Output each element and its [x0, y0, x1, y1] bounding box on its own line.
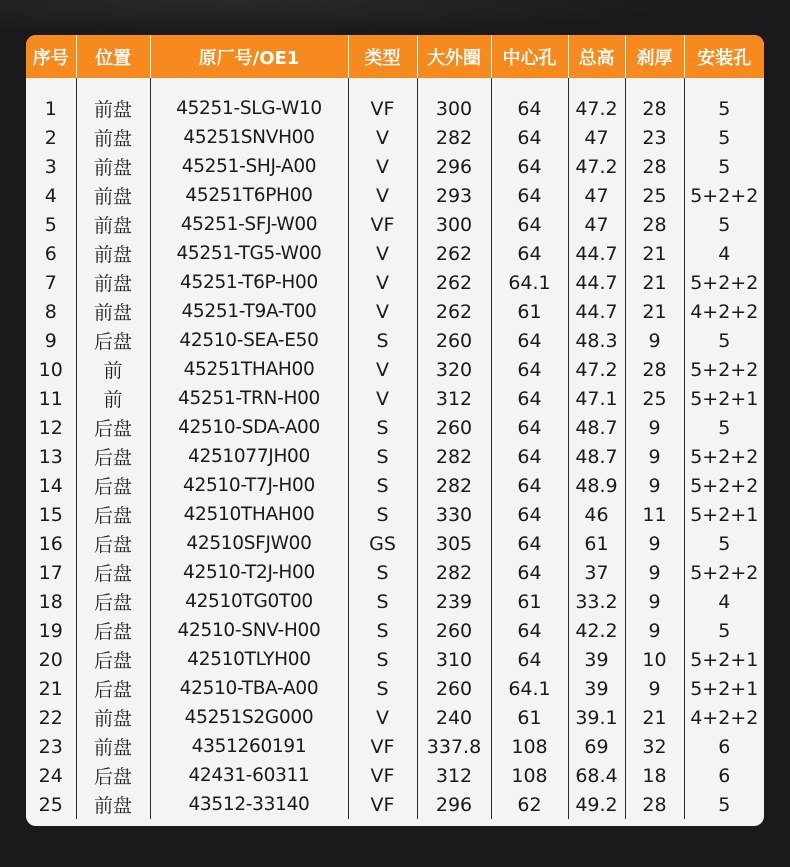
cell-center-hole: 64: [491, 94, 568, 123]
background-top-texture: [0, 0, 790, 40]
cell-position: 前盘: [76, 703, 150, 732]
table-row: [26, 471, 764, 500]
header-spacer-row: [26, 78, 764, 94]
header-thickness: 刹厚: [625, 35, 684, 78]
cell-index: 3: [26, 152, 76, 181]
cell-total-height: 39: [568, 645, 625, 674]
cell-center-hole: 61: [491, 703, 568, 732]
cell-total-height: 61: [568, 529, 625, 558]
cell-type: V: [348, 123, 417, 152]
cell-thickness: 28: [625, 94, 684, 123]
cell-thickness: 9: [625, 326, 684, 355]
table-row: [26, 645, 764, 674]
cell-oe-number: 45251-TRN-H00: [150, 384, 348, 413]
cell-total-height: 69: [568, 732, 625, 761]
cell-mounting-holes: 6: [718, 764, 731, 787]
cell-thickness: 28: [625, 790, 684, 819]
cell-thickness: 10: [625, 645, 684, 674]
table-header: [26, 35, 764, 78]
cell-mounting-holes: 4: [718, 590, 731, 613]
cell-thickness: 9: [625, 442, 684, 471]
cell-position: 后盘: [76, 616, 150, 645]
cell-thickness: 21: [625, 703, 684, 732]
cell-position: 前盘: [76, 94, 150, 123]
cell-oe-number: 45251-TG5-W00: [150, 239, 348, 268]
cell-index: 7: [26, 268, 76, 297]
table-row: [26, 413, 764, 442]
cell-total-height: 44.7: [568, 297, 625, 326]
cell-center-hole: 61: [491, 587, 568, 616]
cell-position: 前盘: [76, 297, 150, 326]
cell-index: 11: [26, 384, 76, 413]
cell-oe-number: 42510TLYH00: [150, 645, 348, 674]
cell-type: V: [348, 152, 417, 181]
cell-thickness: 28: [625, 210, 684, 239]
cell-total-height: 47.1: [568, 384, 625, 413]
cell-oe-number: 42510-SDA-A00: [150, 413, 348, 442]
cell-index: 6: [26, 239, 76, 268]
cell-center-hole: 64: [491, 210, 568, 239]
cell-total-height: 47: [568, 210, 625, 239]
cell-thickness: 9: [625, 529, 684, 558]
cell-type: S: [348, 326, 417, 355]
cell-center-hole: 61: [491, 297, 568, 326]
table-row: [26, 558, 764, 587]
header-total-height: 总高: [568, 35, 625, 78]
cell-oe-number: 45251-SLG-W10: [150, 94, 348, 123]
table-row: [26, 384, 764, 413]
cell-mounting-holes: 5: [718, 416, 731, 439]
cell-oe-number: 45251S2G000: [150, 703, 348, 732]
cell-index: 25: [26, 790, 76, 819]
cell-thickness: 25: [625, 384, 684, 413]
cell-outer-diameter: 312: [417, 761, 491, 790]
cell-index: 16: [26, 529, 76, 558]
cell-index: 1: [26, 94, 76, 123]
cell-mounting-holes: 5: [718, 213, 731, 236]
cell-position: 前: [76, 384, 150, 413]
cell-outer-diameter: 240: [417, 703, 491, 732]
cell-type: V: [348, 181, 417, 210]
cell-outer-diameter: 260: [417, 413, 491, 442]
cell-mounting-holes: 5+2+2: [690, 445, 759, 468]
cell-position: 前盘: [76, 732, 150, 761]
cell-index: 17: [26, 558, 76, 587]
cell-thickness: 21: [625, 239, 684, 268]
cell-oe-number: 45251-T6P-H00: [150, 268, 348, 297]
cell-type: VF: [348, 761, 417, 790]
cell-oe-number: 42510-T7J-H00: [150, 471, 348, 500]
table-row: [26, 123, 764, 152]
cell-oe-number: 42510TG0T00: [150, 587, 348, 616]
cell-total-height: 46: [568, 500, 625, 529]
cell-position: 后盘: [76, 442, 150, 471]
cell-mounting-holes: 5+2+2: [690, 184, 759, 207]
cell-center-hole: 108: [491, 761, 568, 790]
cell-total-height: 47.2: [568, 94, 625, 123]
cell-mounting-holes: 5: [718, 126, 731, 149]
cell-outer-diameter: 320: [417, 355, 491, 384]
cell-mounting-holes: 5: [718, 619, 731, 642]
cell-total-height: 49.2: [568, 790, 625, 819]
table-row: [26, 674, 764, 703]
cell-oe-number: 42510THAH00: [150, 500, 348, 529]
table-row: [26, 761, 764, 790]
cell-type: S: [348, 645, 417, 674]
cell-mounting-holes: 6: [718, 735, 731, 758]
cell-index: 15: [26, 500, 76, 529]
cell-type: V: [348, 297, 417, 326]
cell-oe-number: 45251SNVH00: [150, 123, 348, 152]
brake-disc-spec-table: [26, 35, 764, 819]
cell-index: 20: [26, 645, 76, 674]
cell-index: 23: [26, 732, 76, 761]
cell-oe-number: 45251THAH00: [150, 355, 348, 384]
cell-mounting-holes: 5+2+2: [690, 474, 759, 497]
cell-thickness: 9: [625, 674, 684, 703]
header-oe-number: 原厂号/OE1: [150, 35, 348, 78]
table-row: [26, 94, 764, 123]
cell-total-height: 44.7: [568, 239, 625, 268]
cell-center-hole: 108: [491, 732, 568, 761]
cell-center-hole: 64: [491, 529, 568, 558]
cell-center-hole: 64.1: [491, 268, 568, 297]
cell-type: S: [348, 616, 417, 645]
cell-oe-number: 45251-SHJ-A00: [150, 152, 348, 181]
table-row: [26, 732, 764, 761]
cell-total-height: 48.7: [568, 413, 625, 442]
cell-outer-diameter: 282: [417, 558, 491, 587]
cell-position: 前: [76, 355, 150, 384]
cell-oe-number: 4251077JH00: [150, 442, 348, 471]
cell-type: S: [348, 442, 417, 471]
cell-outer-diameter: 282: [417, 471, 491, 500]
cell-type: V: [348, 268, 417, 297]
spec-table-card: [26, 35, 764, 826]
cell-oe-number: 42510-SNV-H00: [150, 616, 348, 645]
cell-position: 后盘: [76, 558, 150, 587]
cell-thickness: 9: [625, 587, 684, 616]
header-outer-diameter: 大外圈: [417, 35, 491, 78]
table-row: [26, 297, 764, 326]
cell-total-height: 44.7: [568, 268, 625, 297]
cell-total-height: 37: [568, 558, 625, 587]
cell-oe-number: 45251-SFJ-W00: [150, 210, 348, 239]
table-row: [26, 268, 764, 297]
cell-total-height: 47.2: [568, 355, 625, 384]
cell-mounting-holes: 5+2+1: [690, 648, 759, 671]
cell-center-hole: 64: [491, 384, 568, 413]
cell-index: 13: [26, 442, 76, 471]
cell-oe-number: 4351260191: [150, 732, 348, 761]
cell-center-hole: 64: [491, 616, 568, 645]
cell-position: 后盘: [76, 587, 150, 616]
cell-thickness: 32: [625, 732, 684, 761]
cell-position: 后盘: [76, 674, 150, 703]
cell-center-hole: 64: [491, 500, 568, 529]
cell-thickness: 21: [625, 268, 684, 297]
table-row: [26, 326, 764, 355]
cell-center-hole: 64: [491, 239, 568, 268]
header-row: [26, 35, 764, 78]
cell-index: 19: [26, 616, 76, 645]
cell-position: 前盘: [76, 123, 150, 152]
cell-type: V: [348, 239, 417, 268]
cell-type: S: [348, 558, 417, 587]
cell-mounting-holes: 5: [718, 532, 731, 555]
table-row: [26, 790, 764, 819]
cell-type: VF: [348, 790, 417, 819]
cell-center-hole: 64: [491, 645, 568, 674]
cell-index: 12: [26, 413, 76, 442]
cell-outer-diameter: 260: [417, 326, 491, 355]
cell-outer-diameter: 310: [417, 645, 491, 674]
table-row: [26, 529, 764, 558]
table-row: [26, 703, 764, 732]
cell-thickness: 21: [625, 297, 684, 326]
cell-type: V: [348, 703, 417, 732]
cell-thickness: 18: [625, 761, 684, 790]
cell-position: 前盘: [76, 268, 150, 297]
cell-thickness: 9: [625, 471, 684, 500]
cell-center-hole: 64: [491, 152, 568, 181]
cell-total-height: 33.2: [568, 587, 625, 616]
cell-oe-number: 45251T6PH00: [150, 181, 348, 210]
cell-position: 后盘: [76, 529, 150, 558]
cell-index: 4: [26, 181, 76, 210]
table-row: [26, 152, 764, 181]
cell-outer-diameter: 262: [417, 239, 491, 268]
table-row: [26, 616, 764, 645]
cell-thickness: 25: [625, 181, 684, 210]
cell-total-height: 68.4: [568, 761, 625, 790]
cell-outer-diameter: 312: [417, 384, 491, 413]
cell-mounting-holes: 5: [718, 97, 731, 120]
cell-total-height: 47: [568, 181, 625, 210]
cell-oe-number: 42510-T2J-H00: [150, 558, 348, 587]
header-index: 序号: [26, 35, 76, 78]
cell-position: 后盘: [76, 413, 150, 442]
cell-position: 后盘: [76, 471, 150, 500]
cell-mounting-holes: 5: [718, 329, 731, 352]
table-row: [26, 355, 764, 384]
table-row: [26, 181, 764, 210]
cell-mounting-holes: 5+2+2: [690, 271, 759, 294]
cell-outer-diameter: 260: [417, 616, 491, 645]
cell-total-height: 47.2: [568, 152, 625, 181]
cell-thickness: 9: [625, 616, 684, 645]
cell-outer-diameter: 337.8: [417, 732, 491, 761]
cell-mounting-holes: 4+2+2: [690, 300, 759, 323]
table-row: [26, 442, 764, 471]
table-row: [26, 500, 764, 529]
cell-index: 22: [26, 703, 76, 732]
table-body: [26, 78, 764, 819]
cell-mounting-holes: 5+2+1: [690, 387, 759, 410]
header-mounting-holes: 安装孔: [684, 35, 764, 78]
cell-outer-diameter: 282: [417, 123, 491, 152]
cell-type: VF: [348, 94, 417, 123]
cell-index: 9: [26, 326, 76, 355]
cell-thickness: 9: [625, 413, 684, 442]
cell-oe-number: 43512-33140: [150, 790, 348, 819]
cell-thickness: 9: [625, 558, 684, 587]
cell-center-hole: 64: [491, 181, 568, 210]
cell-type: S: [348, 471, 417, 500]
table-row: [26, 239, 764, 268]
cell-outer-diameter: 293: [417, 181, 491, 210]
cell-mounting-holes: 4: [718, 242, 731, 265]
cell-type: S: [348, 413, 417, 442]
table-row: [26, 210, 764, 239]
cell-type: V: [348, 355, 417, 384]
cell-mounting-holes: 5: [718, 793, 731, 816]
cell-index: 10: [26, 355, 76, 384]
cell-outer-diameter: 296: [417, 790, 491, 819]
header-position: 位置: [76, 35, 150, 78]
header-type: 类型: [348, 35, 417, 78]
cell-position: 前盘: [76, 181, 150, 210]
cell-center-hole: 64: [491, 558, 568, 587]
cell-type: S: [348, 587, 417, 616]
cell-thickness: 23: [625, 123, 684, 152]
cell-center-hole: 64: [491, 326, 568, 355]
cell-thickness: 11: [625, 500, 684, 529]
cell-position: 后盘: [76, 645, 150, 674]
cell-position: 后盘: [76, 500, 150, 529]
cell-outer-diameter: 305: [417, 529, 491, 558]
cell-outer-diameter: 239: [417, 587, 491, 616]
cell-position: 后盘: [76, 326, 150, 355]
cell-outer-diameter: 262: [417, 268, 491, 297]
cell-position: 前盘: [76, 210, 150, 239]
cell-type: GS: [348, 529, 417, 558]
cell-oe-number: 42431-60311: [150, 761, 348, 790]
cell-type: V: [348, 384, 417, 413]
cell-outer-diameter: 296: [417, 152, 491, 181]
table-row: [26, 587, 764, 616]
cell-index: 21: [26, 674, 76, 703]
cell-mounting-holes: 5+2+1: [690, 503, 759, 526]
cell-type: VF: [348, 732, 417, 761]
cell-oe-number: 42510-TBA-A00: [150, 674, 348, 703]
cell-outer-diameter: 330: [417, 500, 491, 529]
cell-total-height: 39.1: [568, 703, 625, 732]
cell-oe-number: 42510-SEA-E50: [150, 326, 348, 355]
cell-mounting-holes: 4+2+2: [690, 706, 759, 729]
cell-outer-diameter: 300: [417, 210, 491, 239]
cell-type: S: [348, 674, 417, 703]
cell-center-hole: 64: [491, 355, 568, 384]
cell-index: 24: [26, 761, 76, 790]
cell-position: 前盘: [76, 152, 150, 181]
cell-center-hole: 64: [491, 471, 568, 500]
cell-outer-diameter: 260: [417, 674, 491, 703]
cell-total-height: 48.9: [568, 471, 625, 500]
cell-index: 18: [26, 587, 76, 616]
cell-outer-diameter: 300: [417, 94, 491, 123]
cell-outer-diameter: 262: [417, 297, 491, 326]
cell-mounting-holes: 5+2+1: [690, 677, 759, 700]
cell-mounting-holes: 5: [718, 155, 731, 178]
cell-type: VF: [348, 210, 417, 239]
cell-center-hole: 64: [491, 413, 568, 442]
cell-type: S: [348, 500, 417, 529]
cell-center-hole: 62: [491, 790, 568, 819]
cell-index: 8: [26, 297, 76, 326]
cell-total-height: 42.2: [568, 616, 625, 645]
cell-index: 14: [26, 471, 76, 500]
cell-position: 前盘: [76, 239, 150, 268]
cell-center-hole: 64: [491, 123, 568, 152]
cell-center-hole: 64.1: [491, 674, 568, 703]
cell-outer-diameter: 282: [417, 442, 491, 471]
cell-oe-number: 42510SFJW00: [150, 529, 348, 558]
cell-total-height: 48.7: [568, 442, 625, 471]
cell-mounting-holes: 5+2+2: [690, 358, 759, 381]
cell-total-height: 47: [568, 123, 625, 152]
cell-thickness: 28: [625, 355, 684, 384]
cell-mounting-holes: 5+2+2: [690, 561, 759, 584]
cell-total-height: 39: [568, 674, 625, 703]
cell-position: 后盘: [76, 761, 150, 790]
cell-thickness: 28: [625, 152, 684, 181]
header-center-hole: 中心孔: [491, 35, 568, 78]
cell-position: 前盘: [76, 790, 150, 819]
cell-index: 2: [26, 123, 76, 152]
cell-oe-number: 45251-T9A-T00: [150, 297, 348, 326]
cell-center-hole: 64: [491, 442, 568, 471]
cell-index: 5: [26, 210, 76, 239]
cell-total-height: 48.3: [568, 326, 625, 355]
